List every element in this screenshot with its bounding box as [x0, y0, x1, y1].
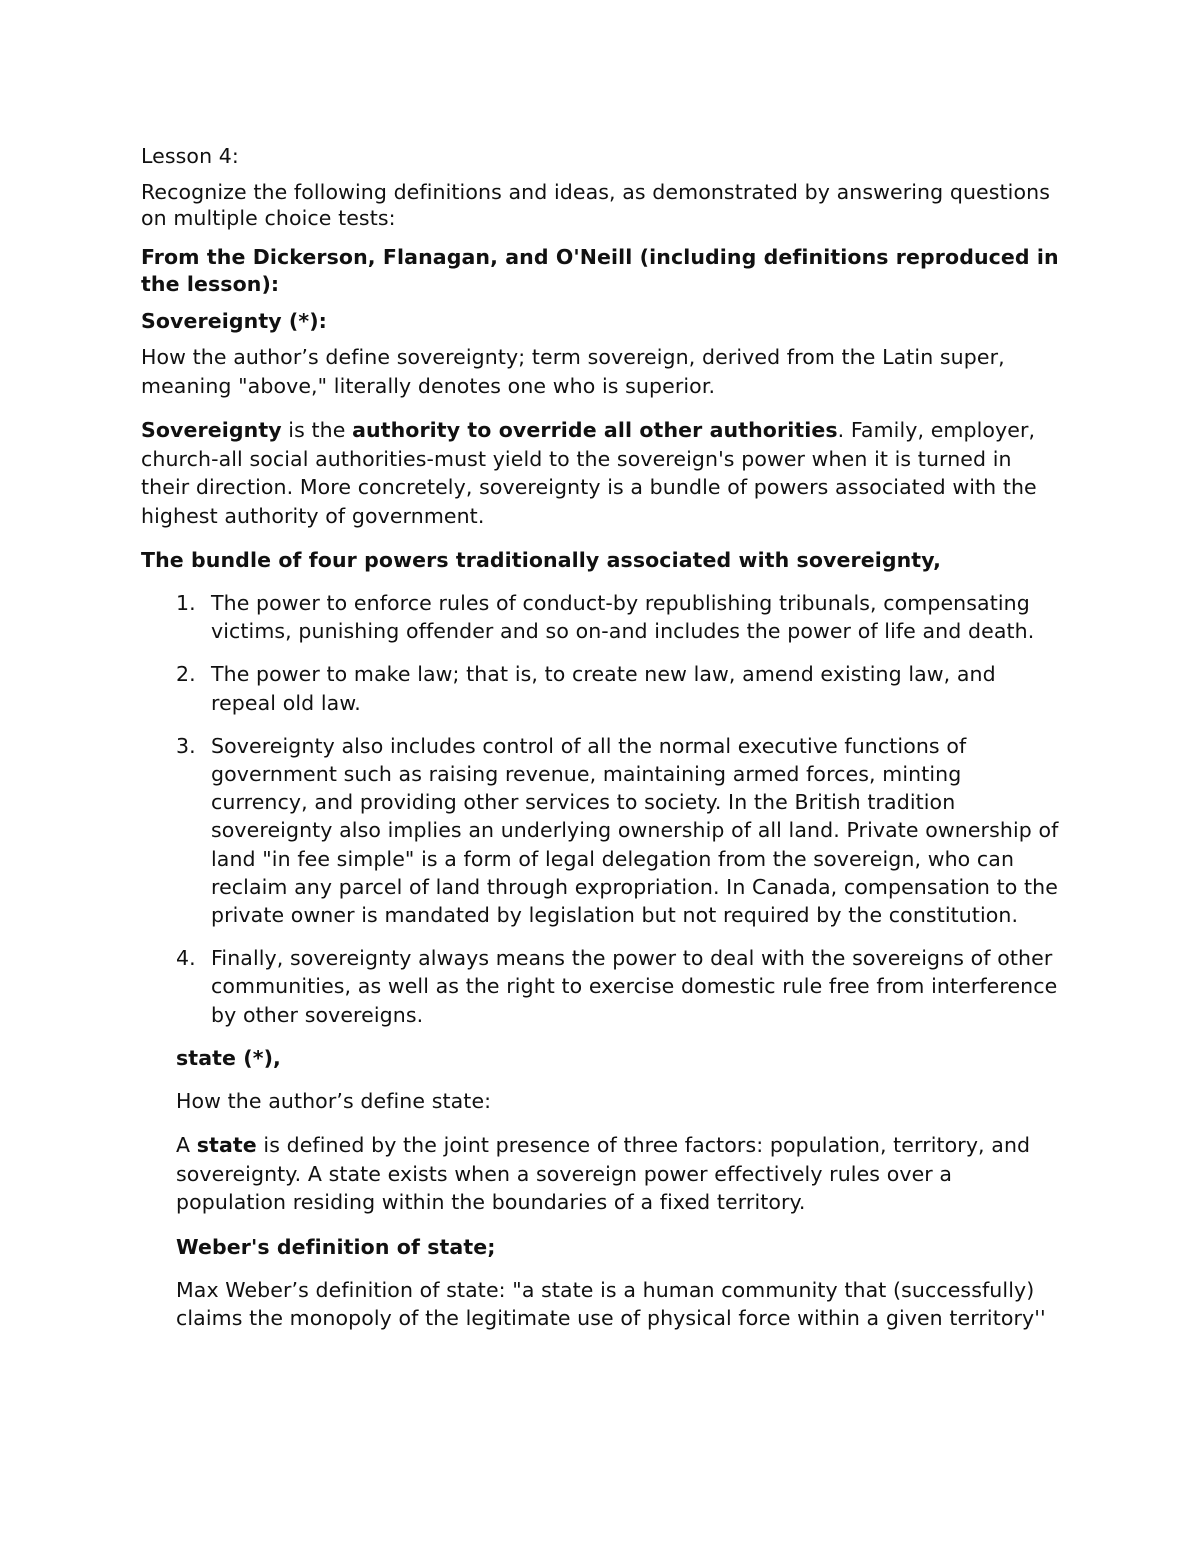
list-item — [141, 589, 1061, 645]
list-item-number: 1. — [176, 591, 196, 615]
sovereignty-author-definition: How the author’s define sovereignty; term sovereign, derived from the Latin super, meaning "above," literally denotes one who is superior. — [141, 345, 1005, 398]
sovereignty-definition-paragraph — [141, 416, 1061, 530]
list-item — [141, 732, 1061, 929]
state-section — [176, 1044, 1061, 1333]
list-item-text: The power to make law; that is, to create new law, amend existing law, and repeal old law. — [211, 662, 996, 715]
sovereignty-bold-phrase: authority to override all other authorities — [352, 418, 838, 442]
sovereignty-para-rest: . Family, employer, church-all social authorities-must yield to the sovereign's power when it is turned in their direction. More concretely, sovereignty is a bundle of powers associated with the highest authority of government. — [141, 418, 1037, 528]
state-heading: state (*), — [176, 1045, 281, 1070]
list-item-number: 4. — [176, 946, 196, 971]
list-item-text: The power to enforce rules of conduct-by republishing tribunals, compensating victims, punishing offender and so on-and includes the power of life and death. — [211, 591, 1035, 644]
list-item-number: 2. — [176, 662, 196, 687]
document-page — [141, 142, 1061, 1349]
source-heading: From the Dickerson, Flanagan, and O'Neill (including definitions reproduced in the lesson): — [141, 245, 1059, 296]
sovereignty-term: Sovereignty — [141, 418, 282, 442]
weber-definition: Max Weber’s definition of state: "a state is a human community that (successfully) claims the monopoly of the legitimate use of physical force within a given territory'' — [176, 1277, 1046, 1331]
powers-heading: The bundle of four powers traditionally associated with sovereignty, — [141, 548, 941, 572]
state-term: state — [196, 1133, 257, 1158]
sovereignty-heading: Sovereignty (*): — [141, 309, 327, 333]
state-def-rest: is defined by the joint presence of three factors: population, territory, and sovereignty. A state exists when a sovereign power effectively rules over a population residing within the boundaries of a fixed territory. — [176, 1133, 1031, 1215]
sovereignty-connector: is the — [281, 418, 353, 442]
list-item-number: 3. — [176, 733, 196, 758]
state-definition-paragraph — [176, 1131, 1061, 1217]
state-def-prefix: A — [176, 1133, 197, 1158]
lesson-title: Lesson 4: — [141, 144, 239, 168]
list-item-text: Sovereignty also includes control of all the normal executive functions of government such as raising revenue, maintaining armed forces, minting currency, and providing other services to society. In the British tradition sovereignty also implies an underlying ownership of all land. Private ownership of land "in fee simple" is a form of legal delegation from the sovereign, who can reclaim any parcel of land through expropriation. In Canada, compensation to the private owner is mandated by legislation but not required by the constitution. — [211, 733, 1059, 928]
list-item-text: Finally, sovereignty always means the power to deal with the sovereigns of other communities, as well as the right to exercise domestic rule free from interference by other sovereigns. — [211, 946, 1058, 1027]
weber-heading: Weber's definition of state; — [176, 1234, 496, 1259]
powers-list — [141, 589, 1061, 1029]
list-item — [141, 944, 1061, 1029]
state-author-definition: How the author’s define state: — [176, 1088, 492, 1113]
list-item — [141, 660, 1061, 716]
intro-paragraph: Recognize the following definitions and ideas, as demonstrated by answering questions on multiple choice tests: — [141, 180, 1050, 230]
